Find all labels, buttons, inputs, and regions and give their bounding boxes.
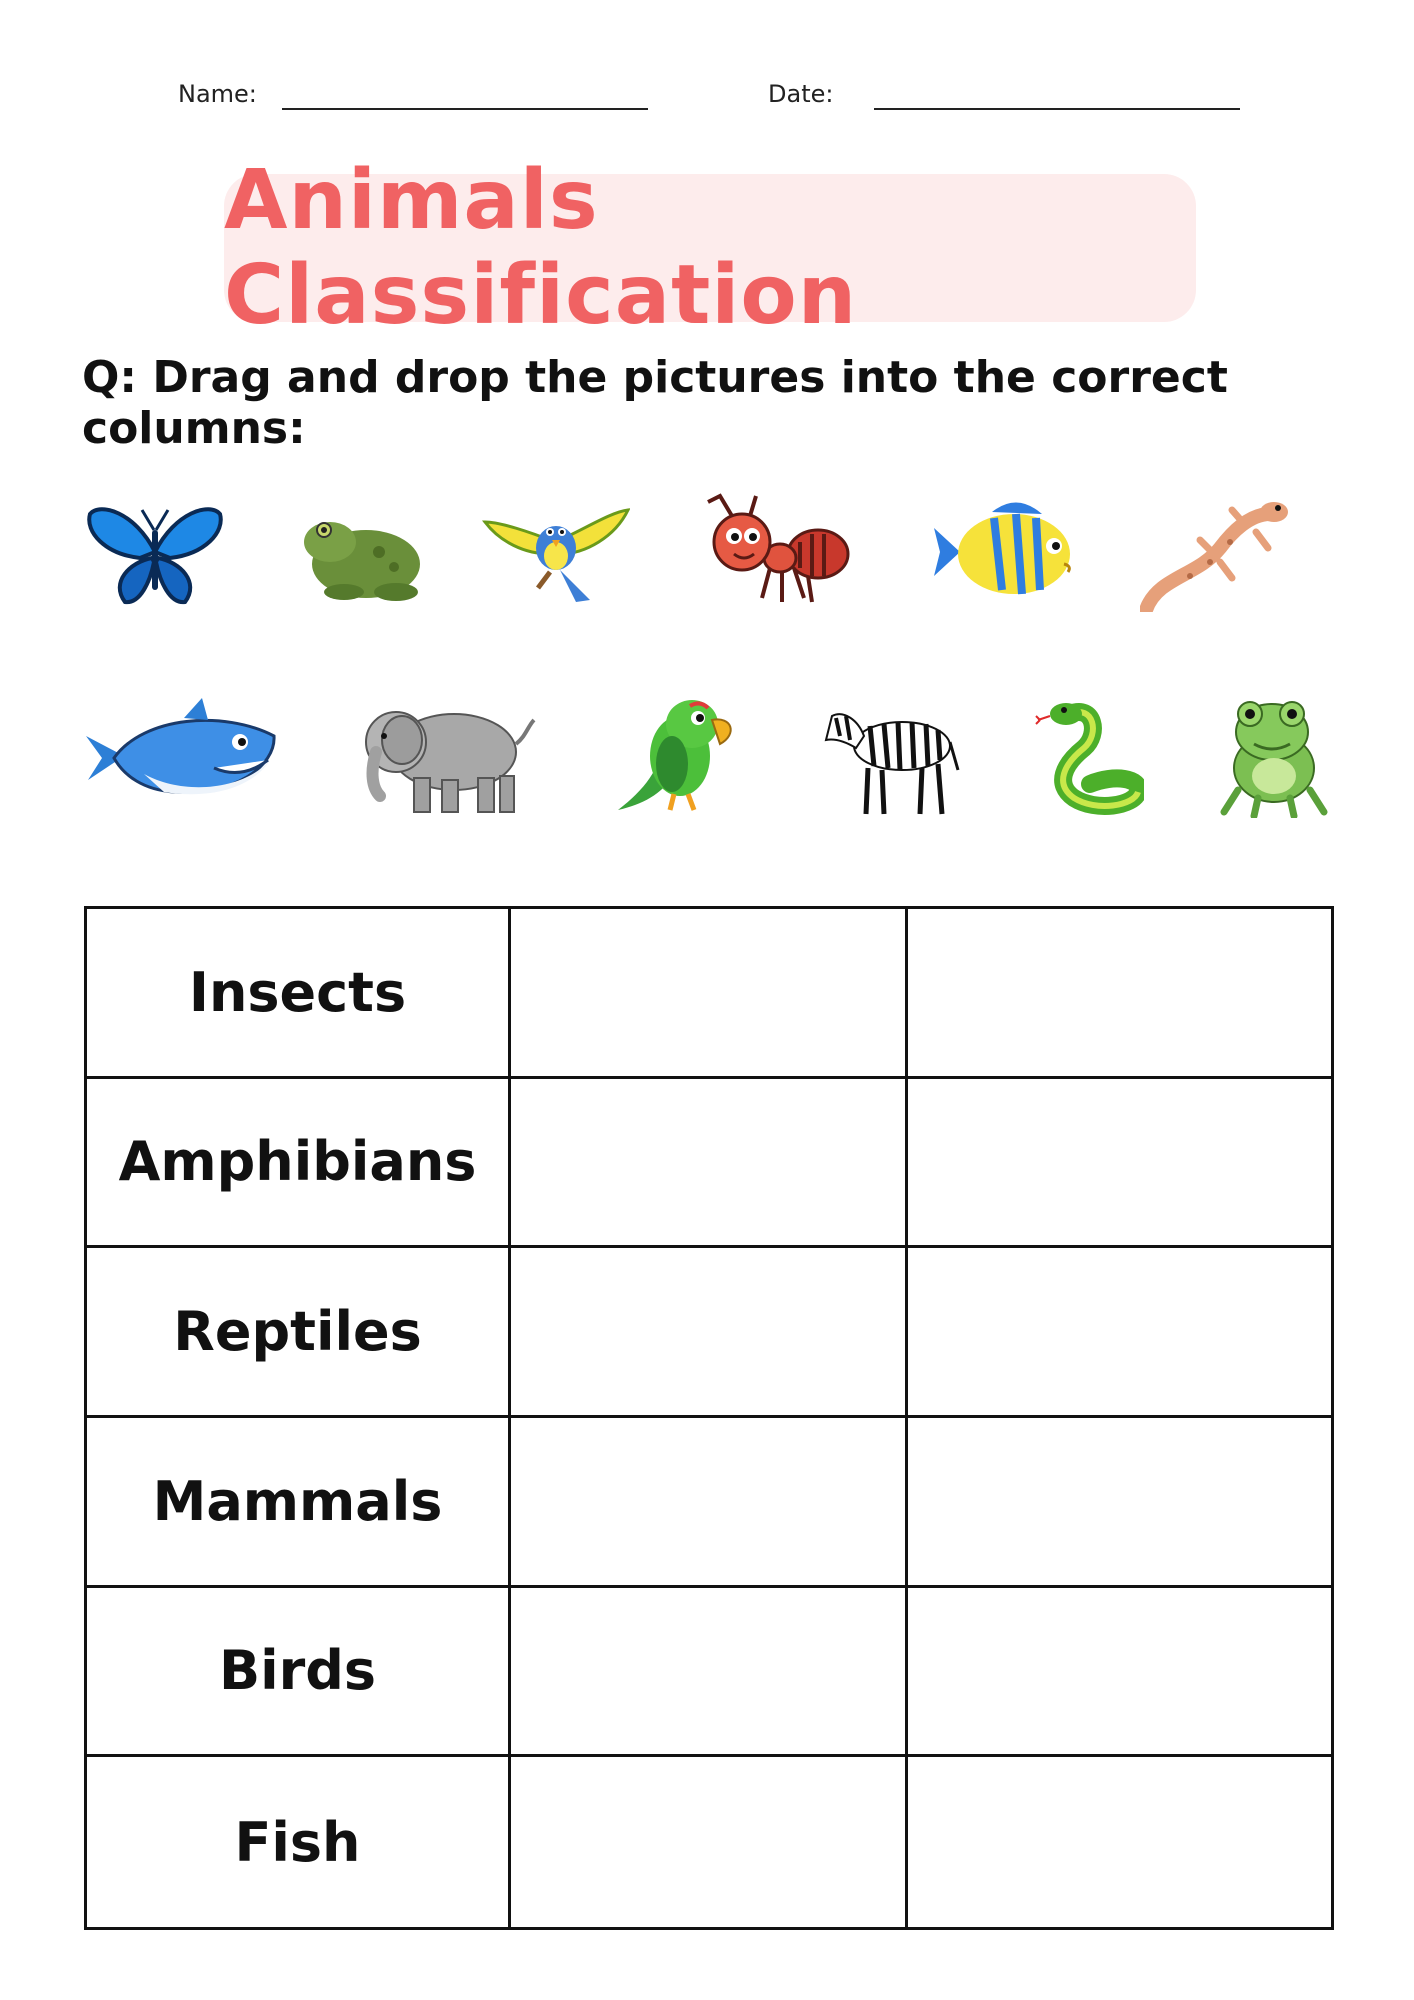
drop-zone-reptiles-2[interactable]: [908, 1248, 1331, 1418]
name-label: Name:: [178, 80, 257, 108]
drop-zone-insects-2[interactable]: [908, 909, 1331, 1079]
gecko-icon[interactable]: [1140, 492, 1290, 612]
category-mammals: Mammals: [87, 1418, 511, 1588]
butterfly-icon[interactable]: [80, 492, 230, 612]
date-field[interactable]: [874, 108, 1240, 110]
category-insects: Insects: [87, 909, 511, 1079]
drop-zone-mammals-2[interactable]: [908, 1418, 1331, 1588]
drop-zone-mammals-1[interactable]: [511, 1418, 908, 1588]
date-label: Date:: [768, 80, 834, 108]
snake-icon[interactable]: [1034, 694, 1144, 818]
question-text: Q: Drag and drop the pictures into the correct columns:: [82, 352, 1228, 454]
drop-zone-insects-1[interactable]: [511, 909, 908, 1079]
category-amphibians: Amphibians: [87, 1079, 511, 1249]
name-field[interactable]: [282, 108, 648, 110]
classification-table: [84, 906, 1334, 1930]
toad-icon[interactable]: [284, 492, 434, 612]
category-fish: Fish: [87, 1757, 511, 1927]
bird-icon[interactable]: [480, 492, 630, 612]
drop-zone-fish-2[interactable]: [908, 1757, 1331, 1927]
title-banner: [224, 153, 1196, 343]
fish-icon[interactable]: [932, 492, 1082, 612]
zebra-icon[interactable]: [810, 696, 960, 818]
drop-zone-birds-2[interactable]: [908, 1588, 1331, 1758]
category-birds: Birds: [87, 1588, 511, 1758]
drop-zone-amphibians-2[interactable]: [908, 1079, 1331, 1249]
drop-zone-reptiles-1[interactable]: [511, 1248, 908, 1418]
parrot-icon[interactable]: [614, 694, 744, 818]
drop-zone-birds-1[interactable]: [511, 1588, 908, 1758]
frog-icon[interactable]: [1214, 690, 1334, 818]
header: [0, 74, 1414, 114]
category-reptiles: Reptiles: [87, 1248, 511, 1418]
page-title: Animals Classification: [224, 153, 858, 343]
drop-zone-fish-1[interactable]: [511, 1757, 908, 1927]
shark-icon[interactable]: [84, 696, 280, 814]
ant-icon[interactable]: [700, 492, 850, 612]
elephant-icon[interactable]: [350, 696, 540, 816]
drop-zone-amphibians-1[interactable]: [511, 1079, 908, 1249]
